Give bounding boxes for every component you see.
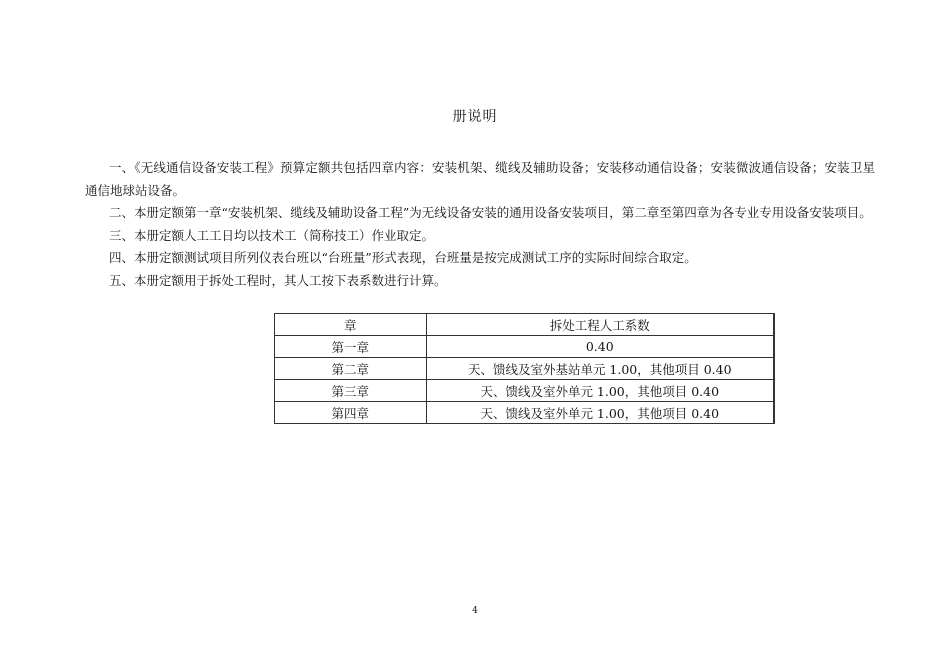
table-row: [275, 336, 775, 358]
table-cell-chapter: 第四章: [275, 402, 427, 424]
table-row: [275, 380, 775, 402]
page-title: 册说明: [452, 109, 498, 125]
table-cell-chapter: 第一章: [275, 336, 427, 358]
column-header-chapter: 章: [275, 314, 427, 336]
table-cell-coefficient: 天、馈线及室外单元 1.00，其他项目 0.40: [426, 380, 774, 402]
table-cell-coefficient: 天、馈线及室外基站单元 1.00，其他项目 0.40: [426, 358, 774, 380]
paragraph-4: 四、本册定额测试项目所列仪表台班以“台班量”形式表现，台班量是按完成测试工序的实际时间综合取定。: [109, 250, 697, 265]
paragraph-1: 一、《无线通信设备安装工程》预算定额共包括四章内容：安装机架、缆线及辅助设备；安装移动通信设备；安装微波通信设备；安装卫星通信地球站设备。: [85, 160, 875, 198]
paragraph-5: 五、本册定额用于拆处工程时，其人工按下表系数进行计算。: [109, 272, 447, 288]
table-row: [275, 402, 775, 424]
table-cell-chapter: 第三章: [275, 380, 427, 402]
body-text: [85, 157, 875, 292]
page-number: 4: [472, 606, 478, 616]
table-cell-chapter: 第二章: [275, 358, 427, 380]
table-cell-coefficient: 天、馈线及室外单元 1.00，其他项目 0.40: [426, 402, 774, 424]
coefficient-table: [274, 313, 775, 424]
column-header-coefficient: 拆处工程人工系数: [426, 314, 774, 336]
paragraph-2: 二、本册定额第一章“安装机架、缆线及辅助设备工程”为无线设备安装的通用设备安装项目，第二章至第四章为各专业专用设备安装项目。: [109, 205, 872, 220]
paragraph-3: 三、本册定额人工工日均以技术工（简称技工）作业取定。: [109, 227, 435, 243]
table-cell-coefficient: 0.40: [426, 336, 774, 358]
table-row: [275, 358, 775, 380]
table-header-row: [275, 314, 775, 336]
